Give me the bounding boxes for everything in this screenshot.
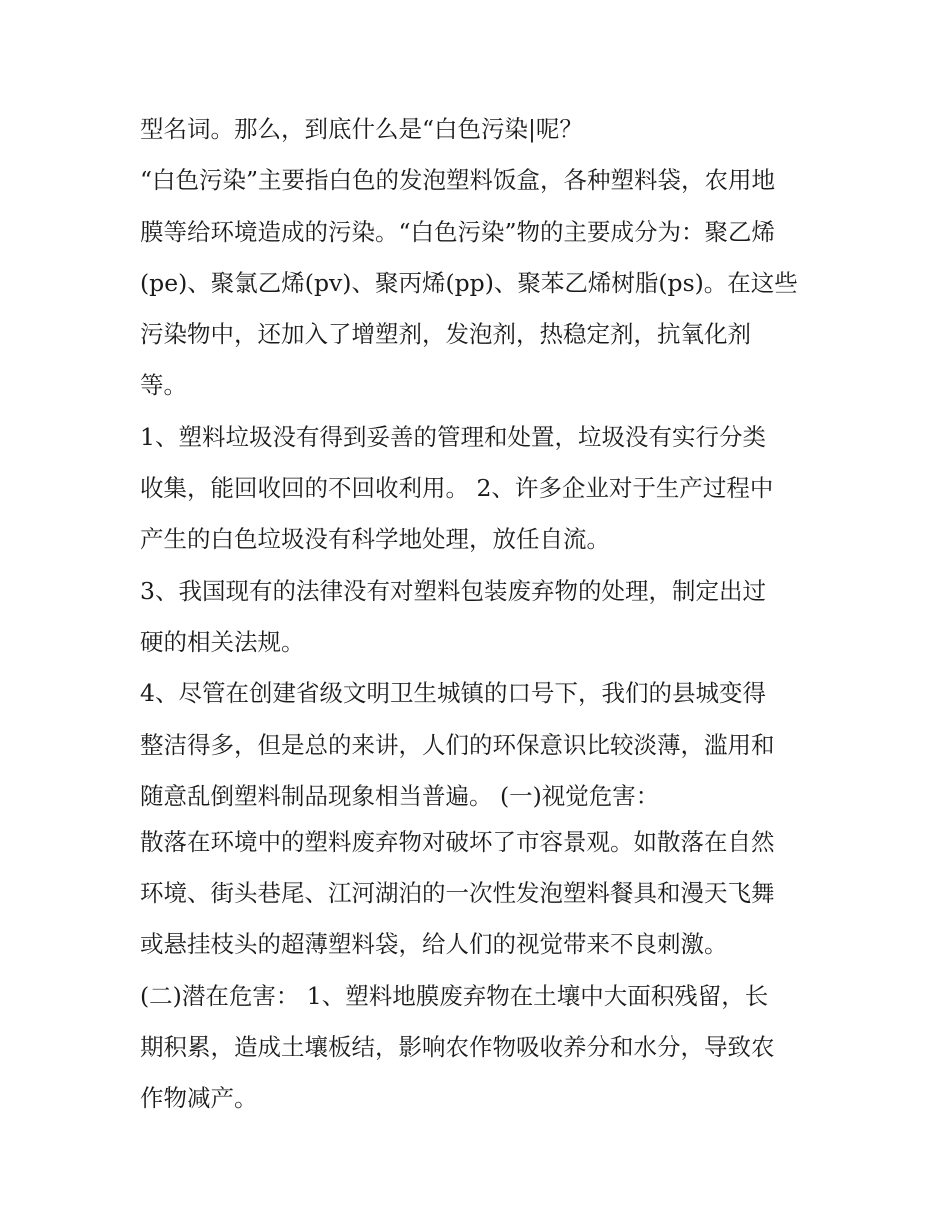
text-line: 收集，能回收回的不回收利用。 2、许多企业对于生产过程中	[140, 474, 774, 503]
text-line: 作物减产。	[140, 1084, 258, 1113]
text-line: 期积累，造成土壤板结，影响农作物吸收养分和水分，导致农	[140, 1033, 775, 1062]
text-line: 污染物中，还加入了增塑剂，发泡剂，热稳定剂，抗氧化剂	[140, 320, 751, 349]
text-line: 或悬挂枝头的超薄塑料袋，给人们的视觉带来不良刺激。	[140, 930, 728, 959]
text-line: 产生的白色垃圾没有科学地处理，放任自流。	[140, 525, 610, 554]
text-line: 硬的相关法规。	[140, 627, 305, 656]
text-line: “白色污染”主要指白色的发泡塑料饭盒，各种塑料袋，农用地	[140, 166, 776, 195]
text-line: 型名词。那么，到底什么是“白色污染|呢？	[140, 115, 583, 143]
text-line: (二)潜在危害： 1、塑料地膜废弃物在土壤中大面积残留，长	[140, 981, 769, 1010]
text-line: (pe)、聚氯乙烯(pv)、聚丙烯(pp)、聚苯乙烯树脂(ps)。在这些	[140, 268, 798, 297]
text-line: 膜等给环境造成的污染。“白色污染”物的主要成分为：聚乙烯	[140, 217, 776, 246]
text-line: 1、塑料垃圾没有得到妥善的管理和处置，垃圾没有实行分类	[140, 422, 766, 451]
text-line: 环境、街头巷尾、江河湖泊的一次性发泡塑料餐具和漫天飞舞	[140, 879, 775, 908]
text-line: 随意乱倒塑料制品现象相当普遍。 (一)视觉危害：	[140, 781, 660, 810]
text-line: 整洁得多，但是总的来讲，人们的环保意识比较淡薄，滥用和	[140, 730, 775, 759]
text-line: 4、尽管在创建省级文明卫生城镇的口号下，我们的县城变得	[140, 679, 766, 708]
text-line: 3、我国现有的法律没有对塑料包装废弃物的处理，制定出过	[140, 576, 766, 605]
text-line: 等。	[140, 371, 187, 400]
document-body	[140, 108, 812, 1129]
text-line: 散落在环境中的塑料废弃物对破坏了市容景观。如散落在自然	[140, 827, 775, 856]
